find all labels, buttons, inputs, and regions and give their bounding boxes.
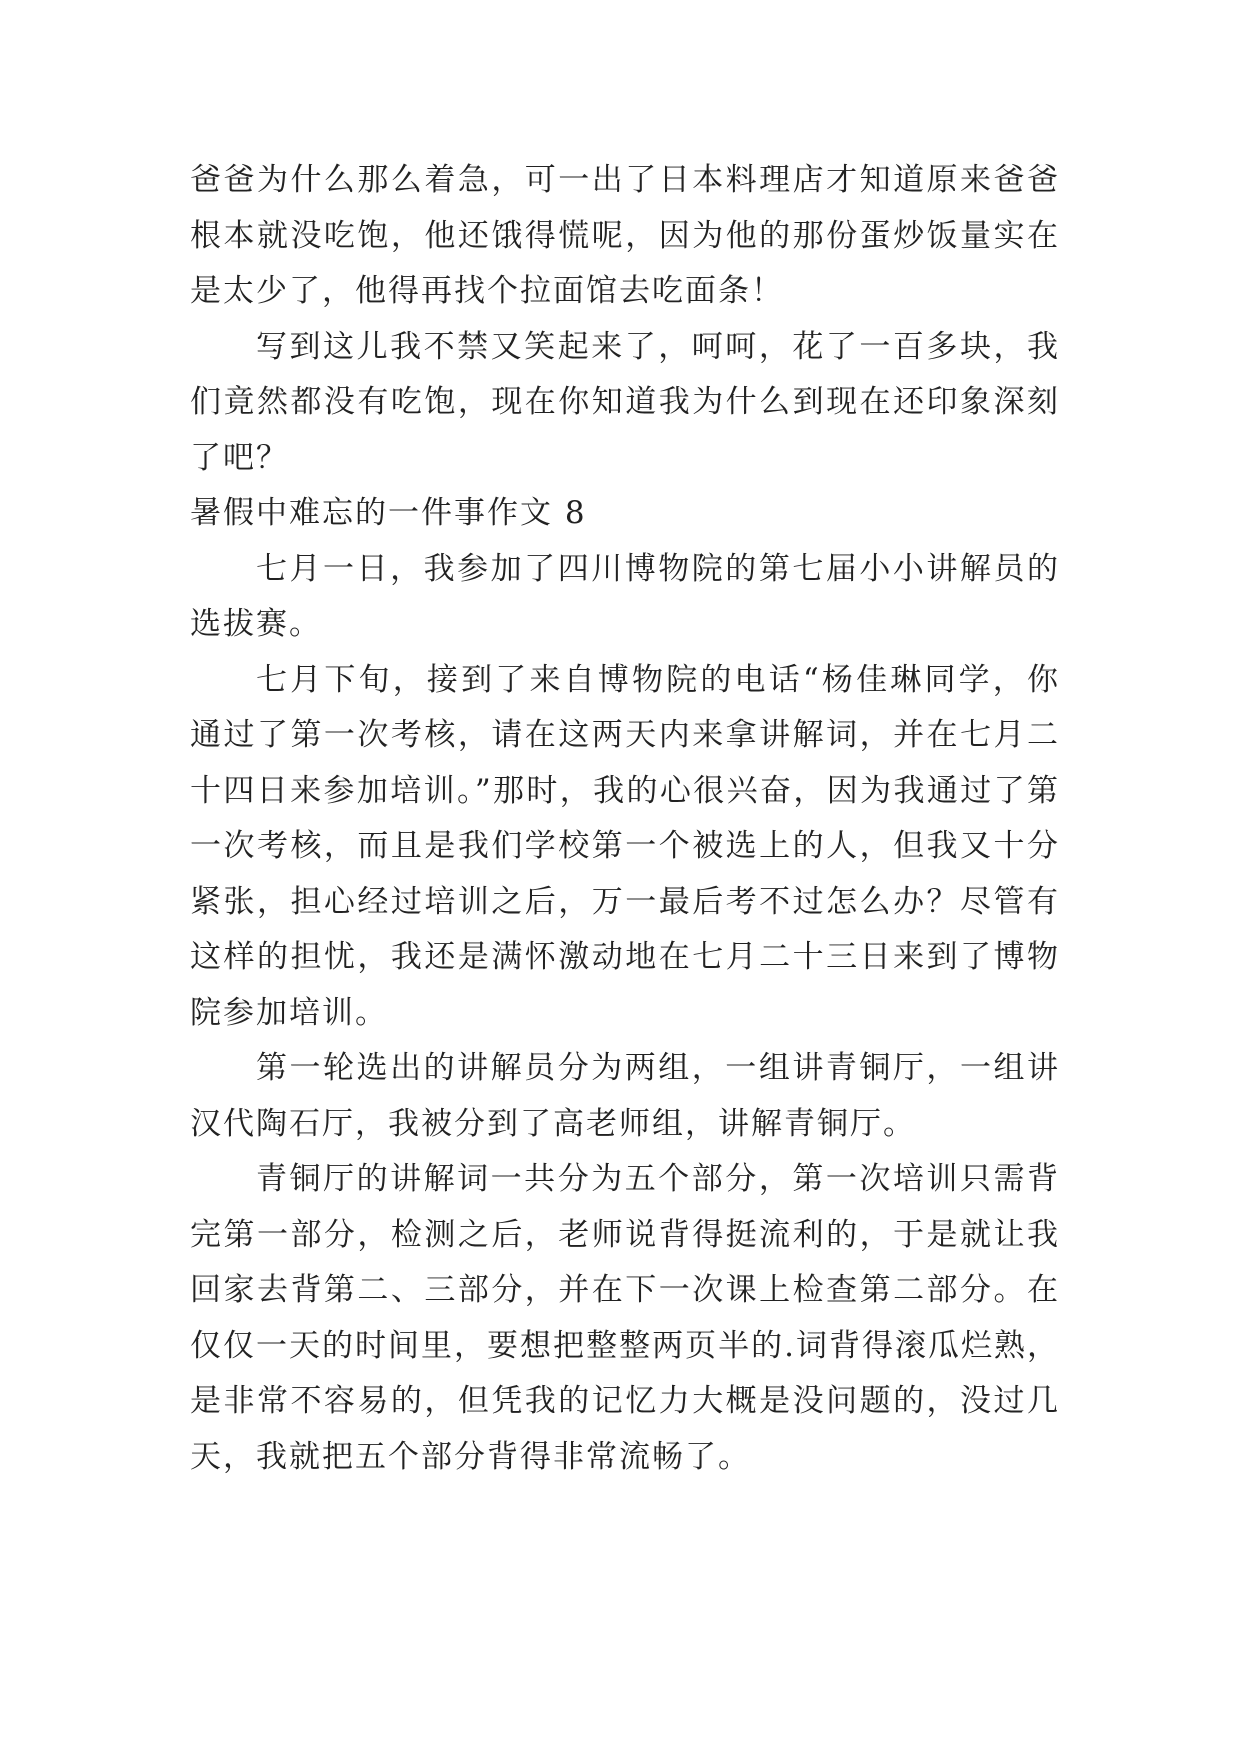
essay-heading: 暑假中难忘的一件事作文 8: [190, 495, 587, 531]
paragraph: 青铜厅的讲解词一共分为五个部分，第一次培训只需背完第一部分，检测之后，老师说背得挺流利的，于是就让我回家去背第二、三部分，并在下一次课上检查第二部分。在仅仅一天的时间里，要想把整整两页半的.词背得滚瓜烂熟，是非常不容易的，但凭我的记忆力大概是没问题的，没过几天，我就把五个部分背得非常流畅了。: [190, 1161, 1060, 1475]
paragraph: 七月一日，我参加了四川博物院的第七届小小讲解员的选拔赛。: [190, 550, 1060, 642]
document-body: [190, 153, 1060, 1485]
paragraph: 七月下旬，接到了来自博物院的电话“杨佳琳同学，你通过了第一次考核，请在这两天内来拿讲解词，并在七月二十四日来参加培训。”那时，我的心很兴奋，因为我通过了第一次考核，而且是我们学校第一个被选上的人，但我又十分紧张，担心经过培训之后，万一最后考不过怎么办？尽管有这样的担忧，我还是满怀激动地在七月二十三日来到了博物院参加培训。: [190, 661, 1060, 1031]
paragraph: 写到这儿我不禁又笑起来了，呵呵，花了一百多块，我们竟然都没有吃饱，现在你知道我为什么到现在还印象深刻了吧？: [190, 328, 1060, 476]
paragraph: 第一轮选出的讲解员分为两组，一组讲青铜厅，一组讲汉代陶石厅，我被分到了高老师组，讲解青铜厅。: [190, 1050, 1060, 1142]
paragraph-continuation: 爸爸为什么那么着急，可一出了日本料理店才知道原来爸爸根本就没吃饱，他还饿得慌呢，因为他的那份蛋炒饭量实在是太少了，他得再找个拉面馆去吃面条！: [190, 162, 1060, 309]
